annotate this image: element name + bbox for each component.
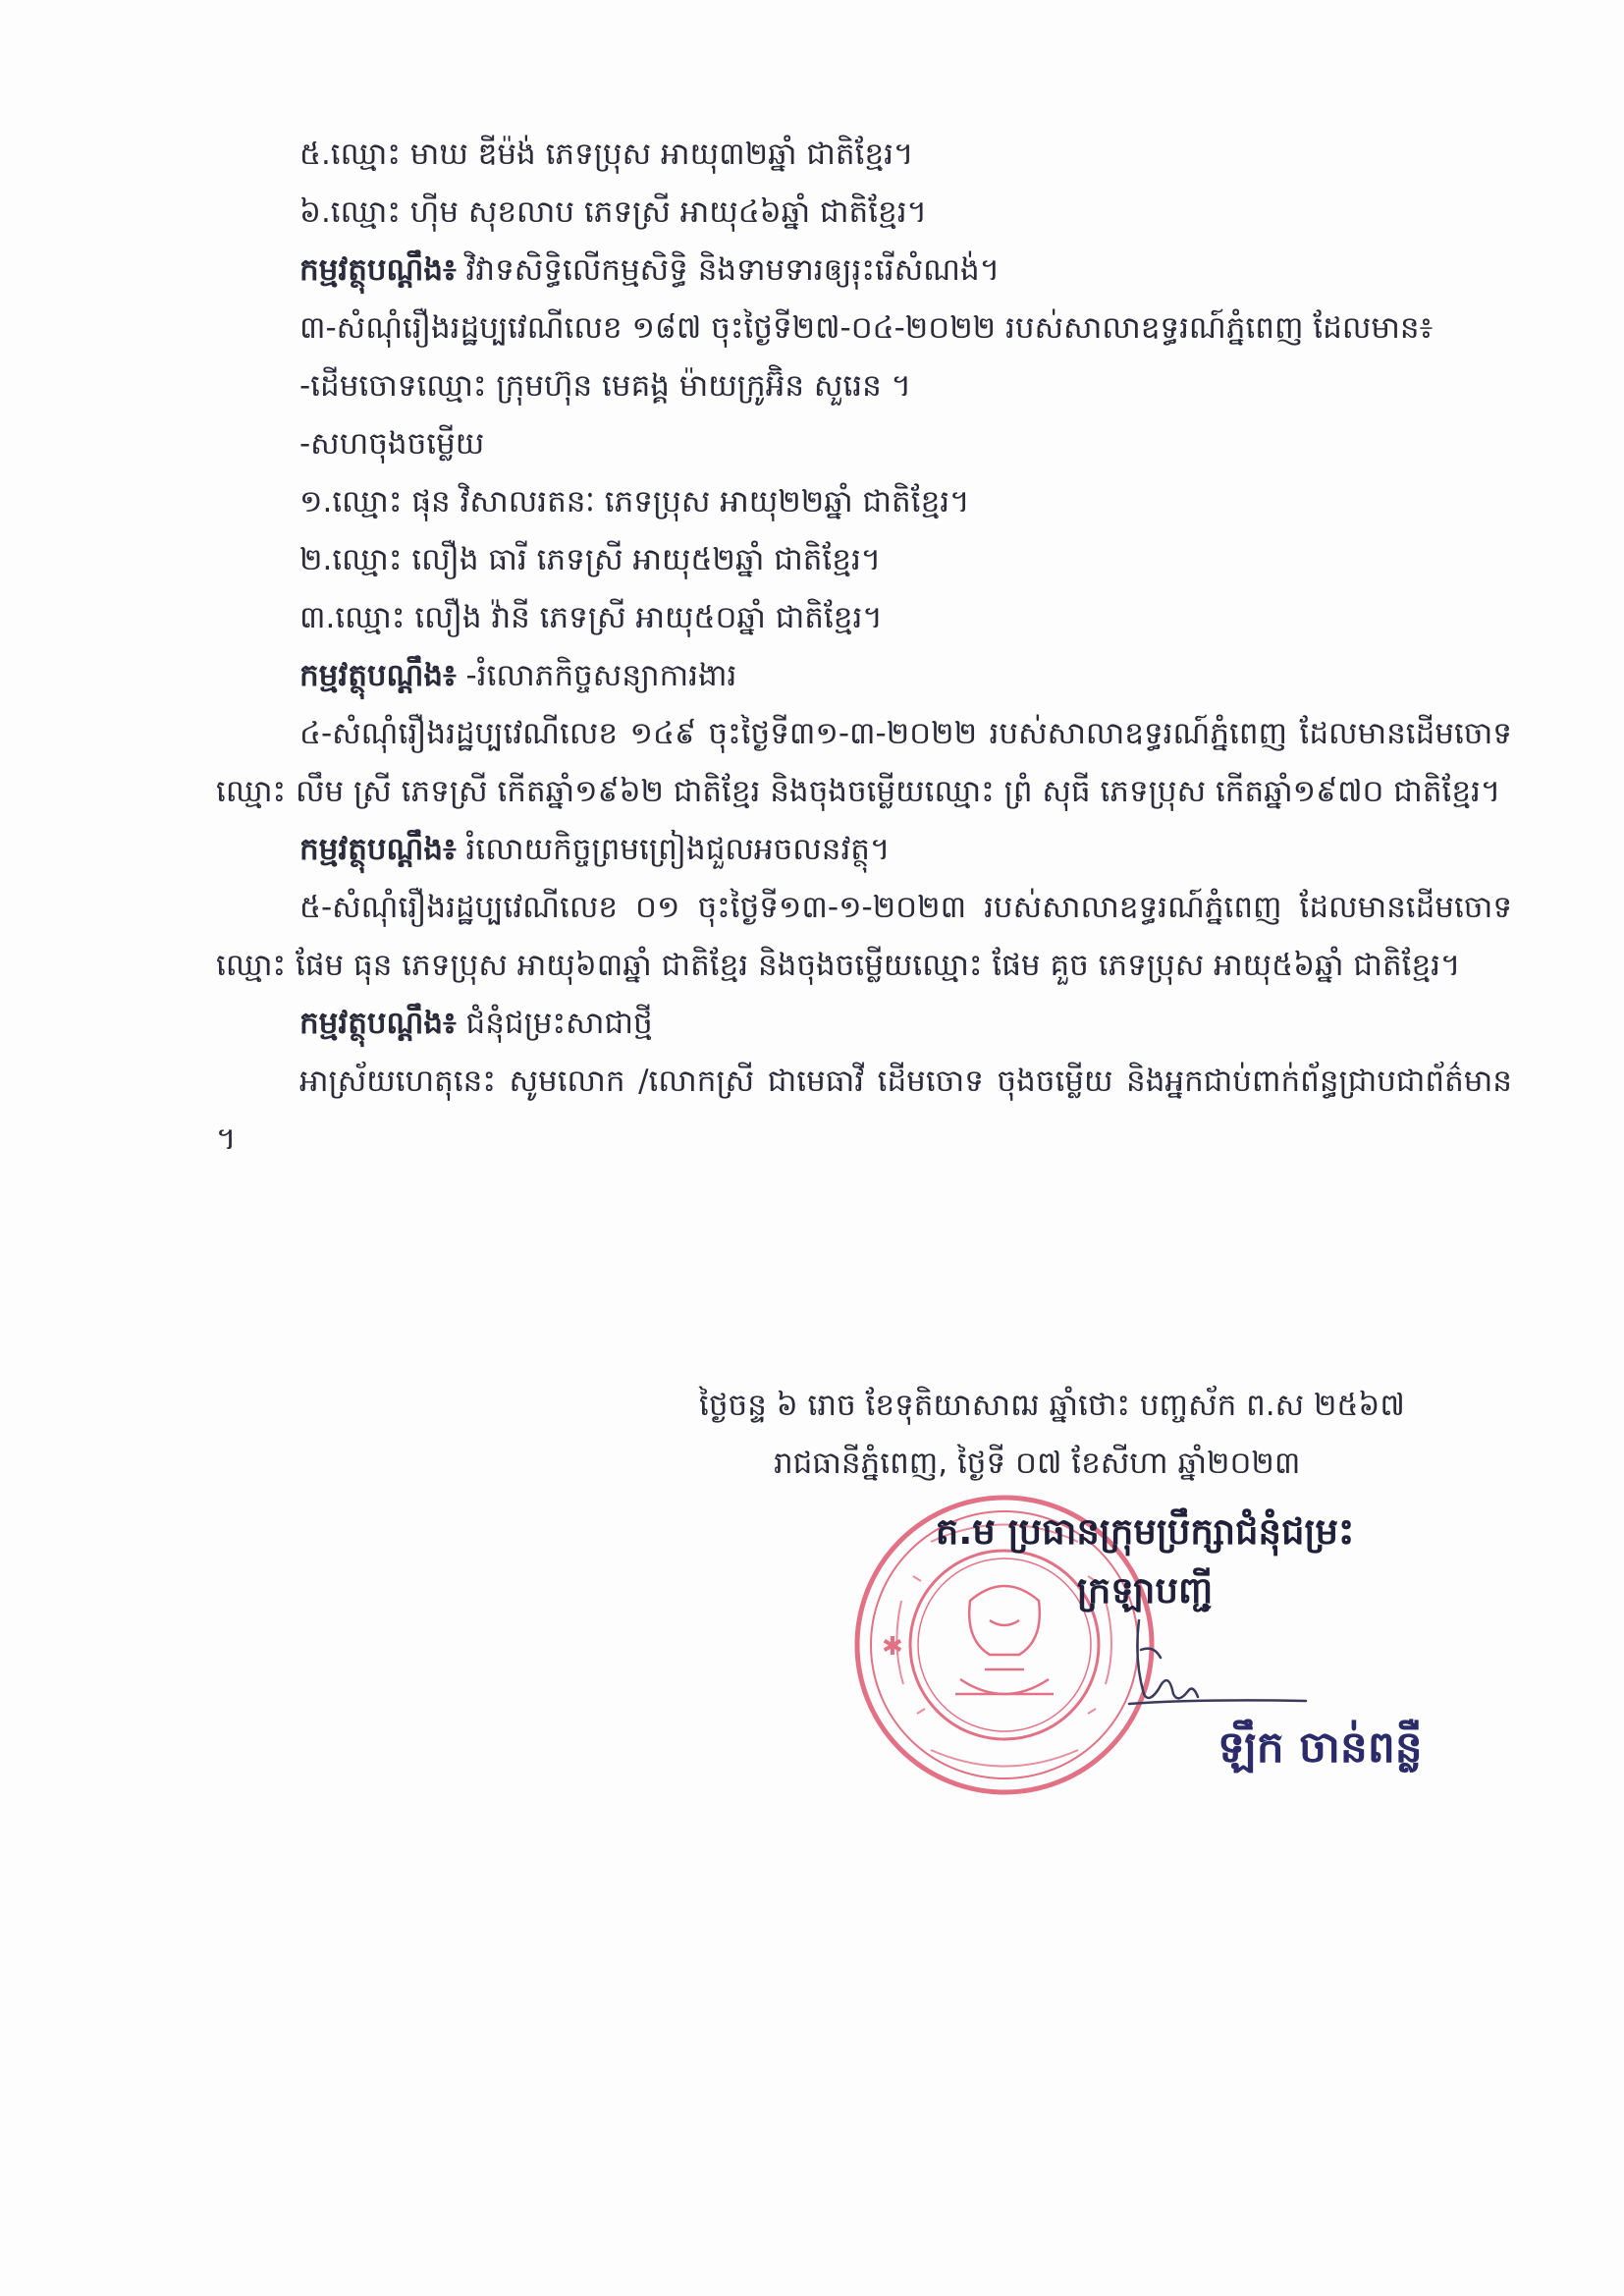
paragraph-3: កម្មវត្ថុបណ្តឹង៖ វិវាទសិទ្ធិលើកម្មសិទ្ធិ និងទាមទារឲ្យរុះរើសំណង់។ xyxy=(299,252,1001,288)
gregorian-date: រាជធានីភ្នំពេញ, ថ្ងៃទី ០៧ ខែសីហា ឆ្នាំ២០២៣ xyxy=(774,1446,1301,1481)
paragraph-7: ១.ឈ្មោះ ផុន វិសាលរតនៈ ភេទប្រុស អាយុ២២ឆ្នាំ ជាតិខ្មែរ។ xyxy=(299,484,970,519)
paragraph-12: កម្មវត្ថុបណ្តឹង៖ រំលោយកិច្ចព្រមព្រៀងជួលអចលនវត្ថុ។ xyxy=(299,832,891,867)
subject-label: កម្មវត្ថុបណ្តឹង៖ xyxy=(299,1006,457,1041)
signatory-name: ឡឹក ចាន់ពន្លឺ xyxy=(1218,1722,1423,1773)
subject-label: កម្មវត្ថុបណ្តឹង៖ xyxy=(299,252,457,288)
paragraph-1: ៥.ឈ្មោះ មាឃ ឌីម៉ង់ ភេទប្រុស អាយុ៣២ឆ្នាំ ជាតិខ្មែរ។ xyxy=(299,137,914,172)
handwritten-signature xyxy=(1100,1611,1326,1719)
subject-label: កម្មវត្ថុបណ្តឹង៖ xyxy=(299,832,457,867)
paragraph-6: -សហចុងចម្លើយ xyxy=(299,426,485,462)
paragraph-10: កម្មវត្ថុបណ្តឹង៖ -រំលោភកិច្ចសន្យាការងារ xyxy=(299,658,737,693)
paragraph-2: ៦.ឈ្មោះ ហ៊ីម សុខលាប ភេទស្រី អាយុ៤៦ឆ្នាំ ជាតិខ្មែរ។ xyxy=(299,194,928,230)
paragraph-15: អាស្រ័យហេតុនេះ សូមលោក /លោកស្រី ជាមេធាវី ដើមចោទ ចុងចម្លើយ និងអ្នកជាប់ពាក់ព័ន្ធជ្រាបជាព័ត៌មាន ។ xyxy=(216,1064,1512,1157)
signatory-title xyxy=(870,1503,1420,1620)
paragraph-8: ២.ឈ្មោះ លឿង ធារី ភេទស្រី អាយុ៥២ឆ្នាំ ជាតិខ្មែរ។ xyxy=(299,542,882,577)
signatory-title-line1: ត.ម ប្រធានក្រុមប្រឹក្សាជំនុំជម្រះ xyxy=(935,1510,1355,1553)
paragraph-11: ៤-សំណុំរឿងរដ្ឋប្បវេណីលេខ ១៤៩ ចុះថ្ងៃទី៣១-៣-២០២២ របស់សាលាឧទ្ធរណ៍ភ្នំពេញ ដែលមានដើមចោទឈ្មោះ លឹម ស្រី ភេទស្រី កើតឆ្នាំ១៩៦២ ជាតិខ្មែរ និងចុងចម្លើយឈ្មោះ ព្រំ សុធី ភេទប្រុស កើតឆ្នាំ១៩៧០ ជាតិខ្មែរ។ xyxy=(216,716,1512,809)
paragraph-5: -ដើមចោទឈ្មោះ ក្រុមហ៊ុន មេគង្គ ម៉ាយក្រូអ៊ិន សួរេន ។ xyxy=(299,368,912,404)
paragraph-9: ៣.ឈ្មោះ លឿង វ៉ានី ភេទស្រី អាយុ៥០ឆ្នាំ ជាតិខ្មែរ។ xyxy=(299,600,883,635)
paragraph-4: ៣-សំណុំរឿងរដ្ឋប្បវេណីលេខ ១៨៧ ចុះថ្ងៃទី២៧-០៤-២០២២ របស់សាលាឧទ្ធរណ៍ភ្នំពេញ ដែលមាន៖ xyxy=(299,310,1434,346)
subject-label: កម្មវត្ថុបណ្តឹង៖ xyxy=(299,658,457,693)
svg-text:✱: ✱ xyxy=(882,1632,903,1662)
signatory-title-line2: ក្រឡាបញ្ជី xyxy=(1076,1569,1214,1612)
document-body xyxy=(216,126,1512,1169)
lunar-date: ថ្ងៃចន្ទ ៦ រោច ខែទុតិយាសាឍ ឆ្នាំថោះ បញ្ចស័ក ព.ស ២៥៦៧ xyxy=(699,1388,1405,1423)
paragraph-14: កម្មវត្ថុបណ្តឹង៖ ជំនុំជម្រះសាជាថ្មី xyxy=(299,1006,653,1041)
paragraph-13: ៥-សំណុំរឿងរដ្ឋប្បវេណីលេខ ០១ ចុះថ្ងៃទី១៣-១-២០២៣ របស់សាលាឧទ្ធរណ៍ភ្នំពេញ ដែលមានដើមចោទឈ្មោះ ផែម ធុន ភេទប្រុស អាយុ៦៣ឆ្នាំ ជាតិខ្មែរ និងចុងចម្លើយឈ្មោះ ផែម គួច ភេទប្រុស អាយុ៥៦ឆ្នាំ ជាតិខ្មែរ។ xyxy=(216,890,1512,983)
